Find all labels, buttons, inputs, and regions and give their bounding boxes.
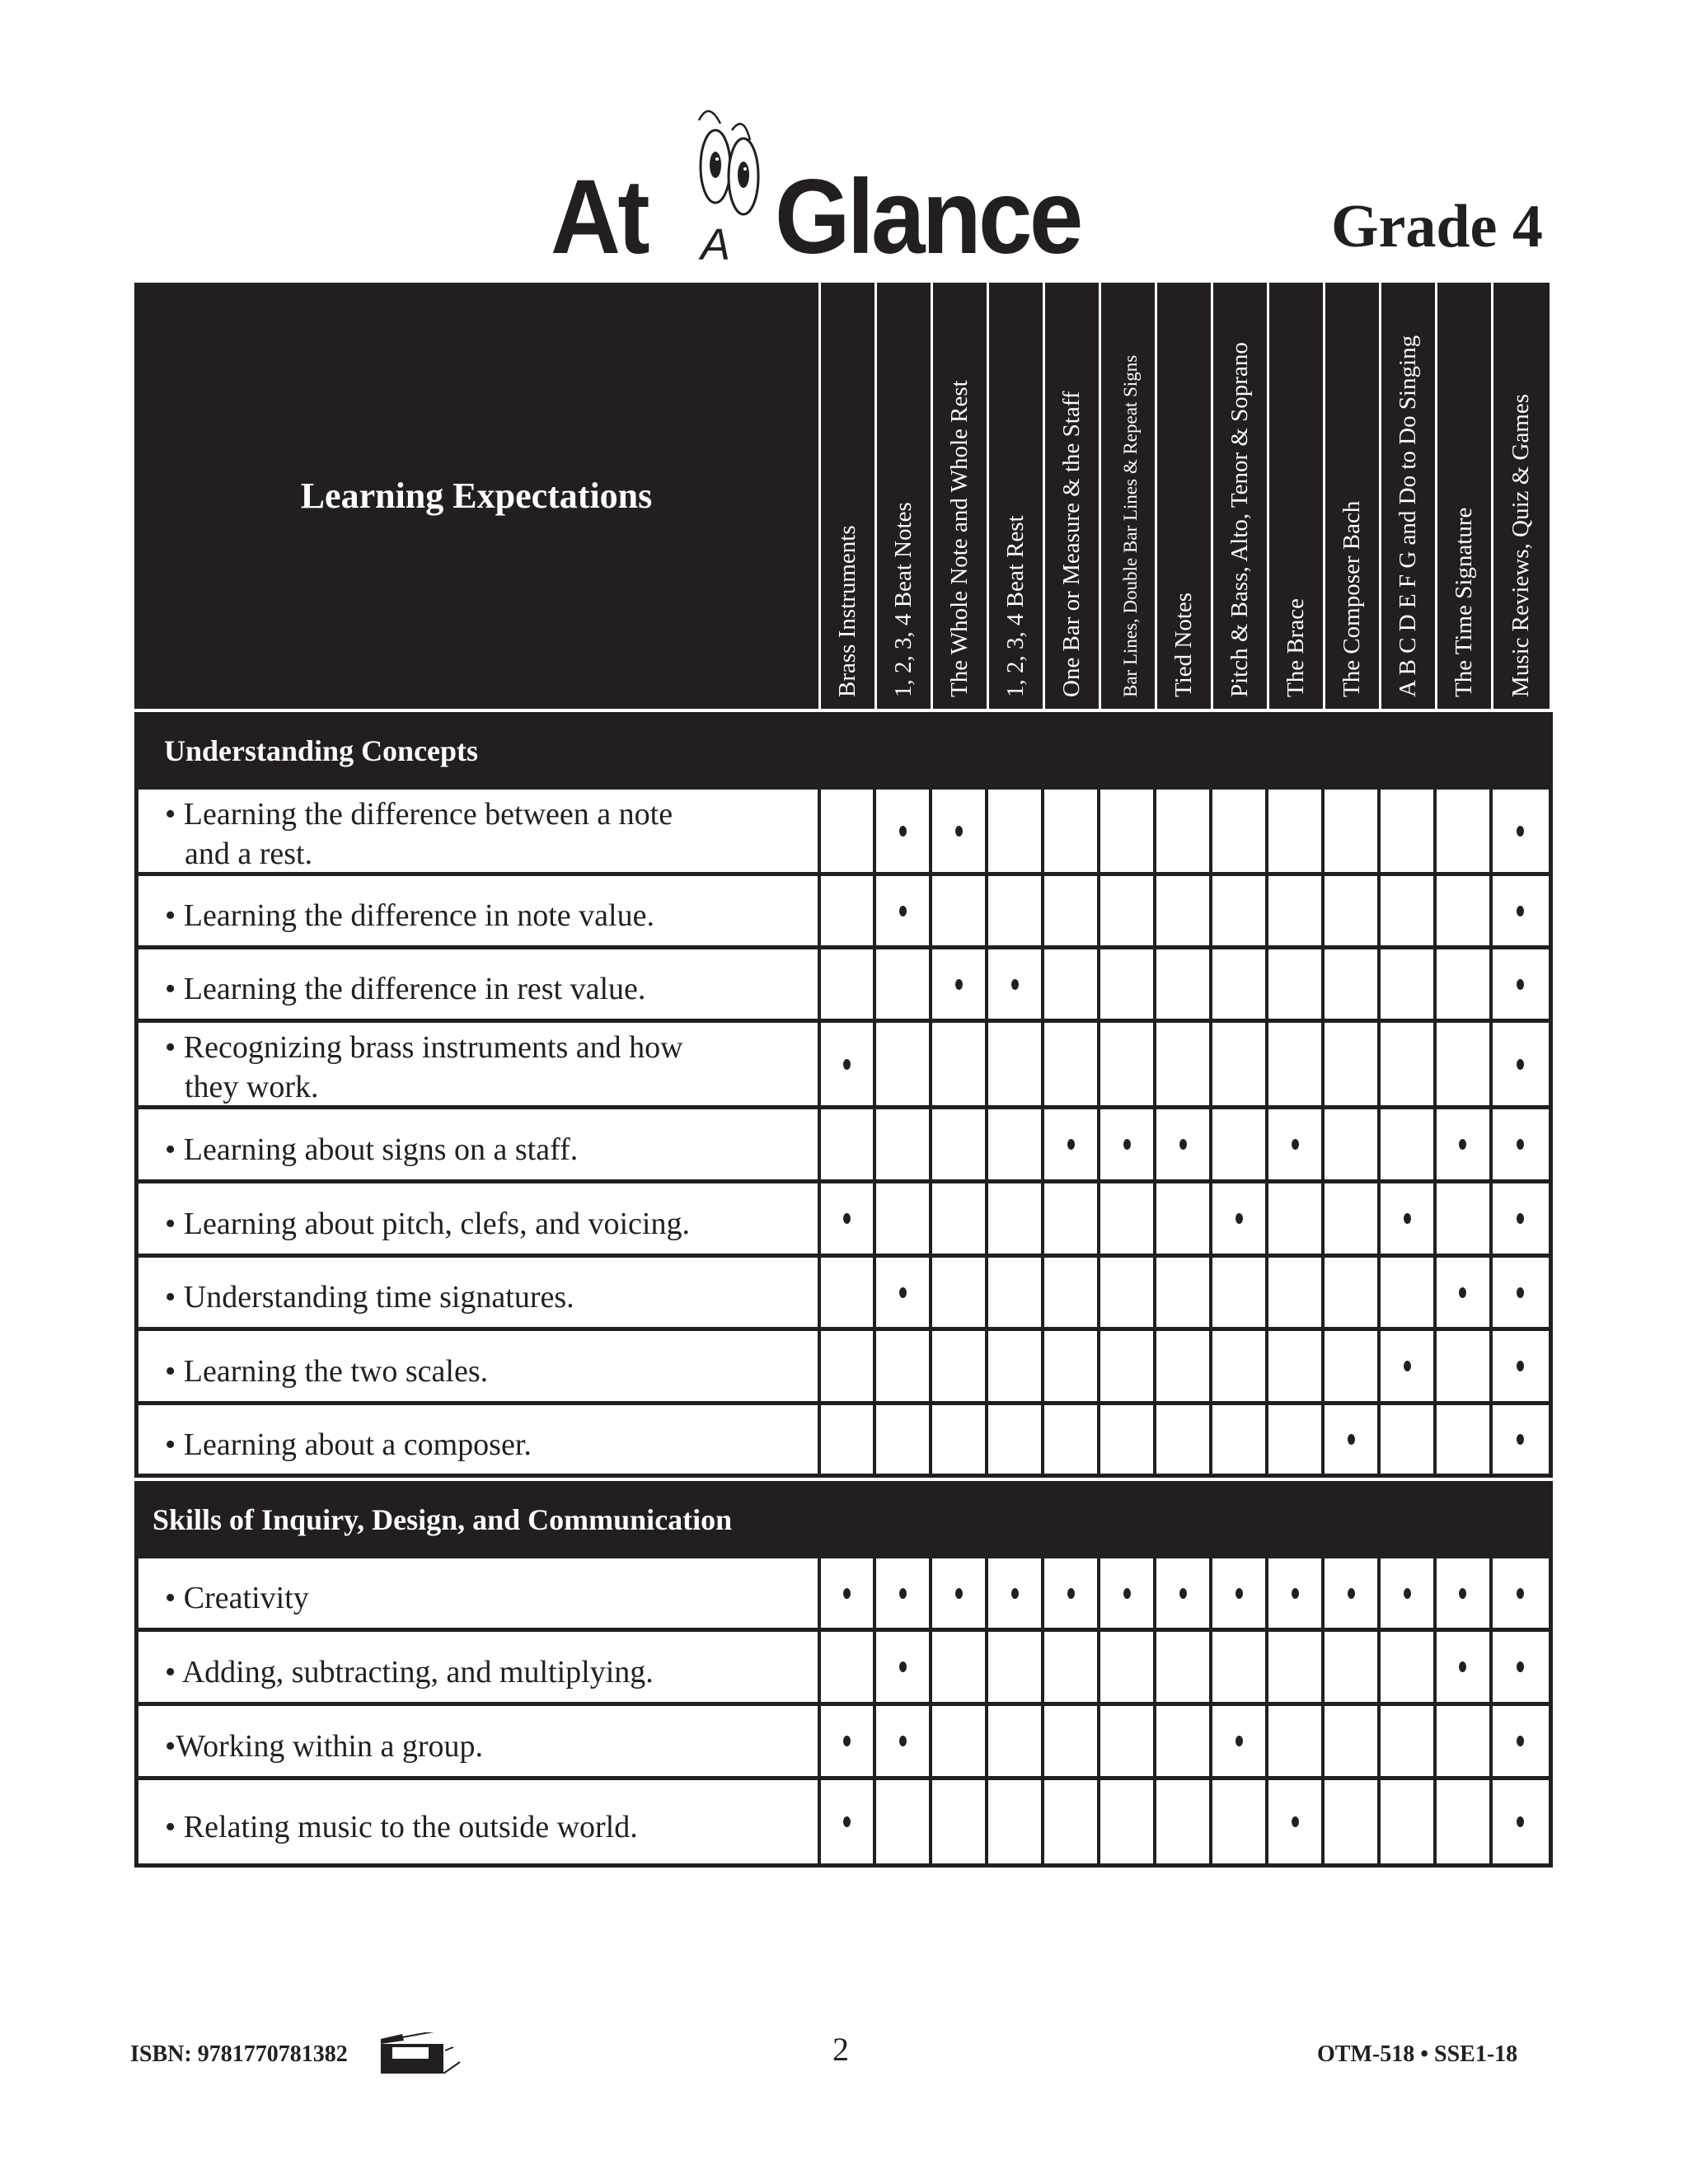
bullet-mark-icon [955,979,963,990]
column-header: Bar Lines, Double Bar Lines & Repeat Signs [1101,283,1157,709]
row-label: • Learning about a composer. [138,1405,821,1474]
mark-cell [1493,1331,1549,1401]
bullet-mark-icon [1348,1588,1355,1599]
mark-cell [932,1780,988,1863]
bullet-mark-icon [899,826,907,837]
mark-cell [1212,1109,1268,1179]
mark-cell [1212,1258,1268,1327]
mark-cell [1325,876,1381,945]
mark-cell [1156,949,1212,1019]
mark-cell [988,1258,1044,1327]
mark-cell [1212,1780,1268,1863]
row-label: • Learning about signs on a staff. [138,1109,821,1179]
title-glance: Glance [775,158,1081,276]
mark-cell [821,949,877,1019]
mark-cell [1100,790,1156,872]
bullet-mark-icon [1179,1139,1187,1150]
mark-cell [1381,1780,1437,1863]
title-a: A [701,220,731,269]
bullet-mark-icon [899,1588,907,1599]
product-code: OTM-518 • SSE1-18 [1317,2041,1518,2067]
bullet-mark-icon [843,1213,851,1224]
mark-cell [1212,1706,1268,1776]
mark-cell [988,1331,1044,1401]
bullet-mark-icon [1459,1661,1466,1672]
mark-cell [1381,1109,1437,1179]
mark-cell [988,1706,1044,1776]
row-label: • Relating music to the outside world. [138,1780,821,1863]
mark-cell [1493,1183,1549,1254]
mark-cell [1212,876,1268,945]
mark-cell [1100,949,1156,1019]
mark-cell [1268,1405,1325,1474]
column-header: A B C D E F G and Do to Do Singing [1381,283,1437,709]
table-row [134,1183,1553,1258]
mark-cell [1381,1183,1437,1254]
mark-cell [1325,1109,1381,1179]
mark-cell [876,1632,932,1702]
mark-cell [1268,1632,1325,1702]
mark-cell [1212,1183,1268,1254]
mark-cell [1212,1632,1268,1702]
mark-cell [988,876,1044,945]
mark-cell [876,1331,932,1401]
column-header: The Composer Bach [1325,283,1381,709]
section-rows [134,790,1553,1478]
mark-cell [1493,1258,1549,1327]
bullet-mark-icon [1011,979,1019,990]
row-label: • Learning the difference in rest value. [138,949,821,1019]
bullet-mark-icon [1292,1139,1299,1150]
mark-cell [932,1632,988,1702]
mark-cell [1156,1023,1212,1105]
mark-cell [1493,1109,1549,1179]
mark-cell [1268,1331,1325,1401]
mark-cell [1156,876,1212,945]
mark-cell [1212,1023,1268,1105]
mark-cell [1268,1109,1325,1179]
mark-cell [821,1706,877,1776]
table-row [134,790,1553,876]
column-header: Brass Instruments [821,283,877,709]
mark-cell [1493,1706,1549,1776]
mark-cell [1437,1632,1493,1702]
photocopier-icon [381,2032,480,2074]
table-row [134,1405,1553,1478]
row-label: • Learning the two scales. [138,1331,821,1401]
mark-cell [821,1331,877,1401]
mark-cell [876,1405,932,1474]
bullet-mark-icon [899,1736,907,1746]
mark-cell [932,876,988,945]
mark-cell [988,790,1044,872]
mark-cell [1044,1023,1100,1105]
page-number: 2 [832,2031,849,2068]
column-header: Tied Notes [1157,283,1213,709]
row-label: • Creativity [138,1558,821,1628]
mark-cell [876,1109,932,1179]
mark-cell [1325,1183,1381,1254]
mark-cell [1100,1331,1156,1401]
mark-cell [1156,1331,1212,1401]
bullet-mark-icon [1236,1213,1243,1224]
mark-cell [1381,790,1437,872]
mark-cell [1381,1331,1437,1401]
bullet-mark-icon [1517,1139,1524,1150]
mark-cell [988,1558,1044,1628]
mark-cell [1044,1632,1100,1702]
bullet-mark-icon [1459,1287,1466,1298]
bullet-mark-icon [1123,1139,1131,1150]
mark-cell [876,876,932,945]
column-header: The Whole Note and Whole Rest [933,283,989,709]
mark-cell [876,1258,932,1327]
bullet-mark-icon [1517,1361,1524,1371]
mark-cell [1156,1405,1212,1474]
bullet-mark-icon [1067,1588,1075,1599]
mark-cell [1325,1023,1381,1105]
mark-cell [1156,790,1212,872]
mark-cell [821,1405,877,1474]
bullet-mark-icon [1011,1588,1019,1599]
bullet-mark-icon [899,1287,907,1298]
mark-cell [1212,1331,1268,1401]
bullet-mark-icon [1517,1661,1524,1672]
mark-cell [1493,1780,1549,1863]
mark-cell [876,1023,932,1105]
bullet-mark-icon [1517,979,1524,990]
column-header: One Bar or Measure & the Staff [1045,283,1101,709]
mark-cell [1156,1558,1212,1628]
bullet-mark-icon [1517,826,1524,837]
bullet-mark-icon [1348,1434,1355,1445]
mark-cell [1100,1023,1156,1105]
mark-cell [1325,1405,1381,1474]
bullet-mark-icon [1517,1588,1524,1599]
mark-cell [1381,1405,1437,1474]
mark-cell [1100,1183,1156,1254]
mark-cell [1437,1023,1493,1105]
table-row [134,1023,1553,1109]
page-title [544,91,1203,276]
bullet-mark-icon [955,826,963,837]
mark-cell [1044,1183,1100,1254]
table-row [134,1558,1553,1632]
mark-cell [988,1023,1044,1105]
row-label: • Learning about pitch, clefs, and voicing. [138,1183,821,1254]
mark-cell [988,1780,1044,1863]
bullet-mark-icon [1517,1736,1524,1746]
mark-cell [876,790,932,872]
mark-cell [932,1405,988,1474]
mark-cell [1437,1258,1493,1327]
column-header: Music Reviews, Quiz & Games [1493,283,1550,709]
mark-cell [1268,876,1325,945]
mark-cell [1437,949,1493,1019]
bullet-mark-icon [899,906,907,916]
bullet-mark-icon [1236,1736,1243,1746]
table-row [134,876,1553,949]
isbn-label: ISBN: 9781770781382 [130,2041,348,2067]
mark-cell [1381,1558,1437,1628]
bullet-mark-icon [955,1588,963,1599]
row-label: • Understanding time signatures. [138,1258,821,1327]
mark-cell [1156,1258,1212,1327]
table-row [134,1632,1553,1706]
mark-cell [1437,876,1493,945]
mark-cell [1212,949,1268,1019]
mark-cell [821,1023,877,1105]
mark-cell [1437,790,1493,872]
bullet-mark-icon [1459,1588,1466,1599]
mark-cell [932,949,988,1019]
mark-cell [1268,1780,1325,1863]
mark-cell [1493,1405,1549,1474]
title-at: At [551,158,647,276]
mark-cell [988,1405,1044,1474]
mark-cell [1156,1780,1212,1863]
mark-cell [1100,1558,1156,1628]
mark-cell [1044,1706,1100,1776]
mark-cell [876,1183,932,1254]
table-row [134,1331,1553,1405]
column-header: 1, 2, 3, 4 Beat Notes [877,283,933,709]
mark-cell [1437,1405,1493,1474]
mark-cell [821,1183,877,1254]
mark-cell [932,1331,988,1401]
mark-cell [1100,1780,1156,1863]
mark-cell [1268,1706,1325,1776]
column-header: The Time Signature [1437,283,1493,709]
mark-cell [1493,876,1549,945]
mark-cell [1100,1706,1156,1776]
mark-cell [988,1632,1044,1702]
mark-cell [1437,1183,1493,1254]
mark-cell [1268,1558,1325,1628]
mark-cell [932,1706,988,1776]
mark-cell [821,876,877,945]
bullet-mark-icon [843,1059,851,1070]
section-rows [134,1558,1553,1868]
mark-cell [821,1109,877,1179]
mark-cell [932,1109,988,1179]
mark-cell [1100,1258,1156,1327]
bullet-mark-icon [1292,1588,1299,1599]
mark-cell [1044,790,1100,872]
mark-cell [1044,949,1100,1019]
mark-cell [988,1109,1044,1179]
mark-cell [1044,876,1100,945]
bullet-mark-icon [1517,1434,1524,1445]
mark-cell [988,949,1044,1019]
section-skills-of-inquiry: Skills of Inquiry, Design, and Communication [134,1481,1553,1558]
bullet-mark-icon [843,1588,851,1599]
mark-cell [1325,1331,1381,1401]
mark-cell [876,1558,932,1628]
expectations-table [134,283,1553,1868]
mark-cell [1325,1258,1381,1327]
mark-cell [1325,790,1381,872]
bullet-mark-icon [1067,1139,1075,1150]
bullet-mark-icon [1404,1361,1411,1371]
bullet-mark-icon [1236,1588,1243,1599]
mark-cell [988,1183,1044,1254]
mark-cell [821,1632,877,1702]
mark-cell [876,949,932,1019]
mark-cell [1044,1558,1100,1628]
cartoon-eyes-icon [691,101,781,224]
mark-cell [821,790,877,872]
row-label: • Learning the difference between a note and a rest. [138,790,821,872]
column-header: Pitch & Bass, Alto, Tenor & Soprano [1213,283,1269,709]
mark-cell [1156,1183,1212,1254]
table-row [134,1258,1553,1331]
mark-cell [1493,1023,1549,1105]
mark-cell [932,1258,988,1327]
bullet-mark-icon [1517,1059,1524,1070]
bullet-mark-icon [1517,906,1524,916]
mark-cell [1381,1706,1437,1776]
mark-cell [1437,1331,1493,1401]
mark-cell [1268,1023,1325,1105]
mark-cell [1493,1558,1549,1628]
bullet-mark-icon [899,1661,907,1672]
bullet-mark-icon [1179,1588,1187,1599]
mark-cell [876,1706,932,1776]
mark-cell [1493,949,1549,1019]
header-learning-expectations: Learning Expectations [134,283,821,709]
bullet-mark-icon [1517,1287,1524,1298]
mark-cell [1493,1632,1549,1702]
table-header [134,283,1553,709]
mark-cell [932,1558,988,1628]
column-header: 1, 2, 3, 4 Beat Rest [989,283,1045,709]
mark-cell [1325,1706,1381,1776]
grade-label: Grade 4 [1331,193,1543,260]
mark-cell [1268,1258,1325,1327]
mark-cell [1325,1632,1381,1702]
mark-cell [932,1023,988,1105]
mark-cell [821,1558,877,1628]
mark-cell [1212,1405,1268,1474]
mark-cell [1437,1780,1493,1863]
row-label: • Learning the difference in note value. [138,876,821,945]
bullet-mark-icon [1292,1816,1299,1827]
mark-cell [1325,949,1381,1019]
mark-cell [1212,790,1268,872]
mark-cell [1325,1558,1381,1628]
mark-cell [1156,1109,1212,1179]
bullet-mark-icon [1517,1816,1524,1827]
mark-cell [1381,1632,1437,1702]
mark-cell [876,1780,932,1863]
section-understanding-concepts: Understanding Concepts [134,712,1553,790]
mark-cell [1044,1780,1100,1863]
bullet-mark-icon [843,1816,851,1827]
mark-cell [1100,876,1156,945]
mark-cell [1044,1331,1100,1401]
mark-cell [1437,1558,1493,1628]
row-label: • Adding, subtracting, and multiplying. [138,1632,821,1702]
row-label: •Working within a group. [138,1706,821,1776]
mark-cell [1044,1405,1100,1474]
mark-cell [1325,1780,1381,1863]
table-row [134,1780,1553,1868]
table-row [134,1706,1553,1780]
mark-cell [1100,1405,1156,1474]
mark-cell [821,1780,877,1863]
table-row [134,1109,1553,1183]
mark-cell [1268,949,1325,1019]
bullet-mark-icon [1517,1213,1524,1224]
mark-cell [1156,1632,1212,1702]
mark-cell [1268,790,1325,872]
mark-cell [1268,1183,1325,1254]
bullet-mark-icon [843,1736,851,1746]
mark-cell [1493,790,1549,872]
mark-cell [1381,1023,1437,1105]
mark-cell [1381,949,1437,1019]
mark-cell [1381,1258,1437,1327]
mark-cell [1044,1109,1100,1179]
mark-cell [1381,876,1437,945]
mark-cell [1212,1558,1268,1628]
mark-cell [821,1258,877,1327]
mark-cell [932,1183,988,1254]
table-row [134,949,1553,1023]
mark-cell [1044,1258,1100,1327]
mark-cell [1437,1706,1493,1776]
bullet-mark-icon [1404,1588,1411,1599]
column-header: The Brace [1269,283,1325,709]
row-label: • Recognizing brass instruments and how they work. [138,1023,821,1105]
mark-cell [1156,1706,1212,1776]
mark-cell [1100,1632,1156,1702]
bullet-mark-icon [1123,1588,1131,1599]
bullet-mark-icon [1404,1213,1411,1224]
bullet-mark-icon [1459,1139,1466,1150]
mark-cell [1100,1109,1156,1179]
mark-cell [932,790,988,872]
mark-cell [1437,1109,1493,1179]
